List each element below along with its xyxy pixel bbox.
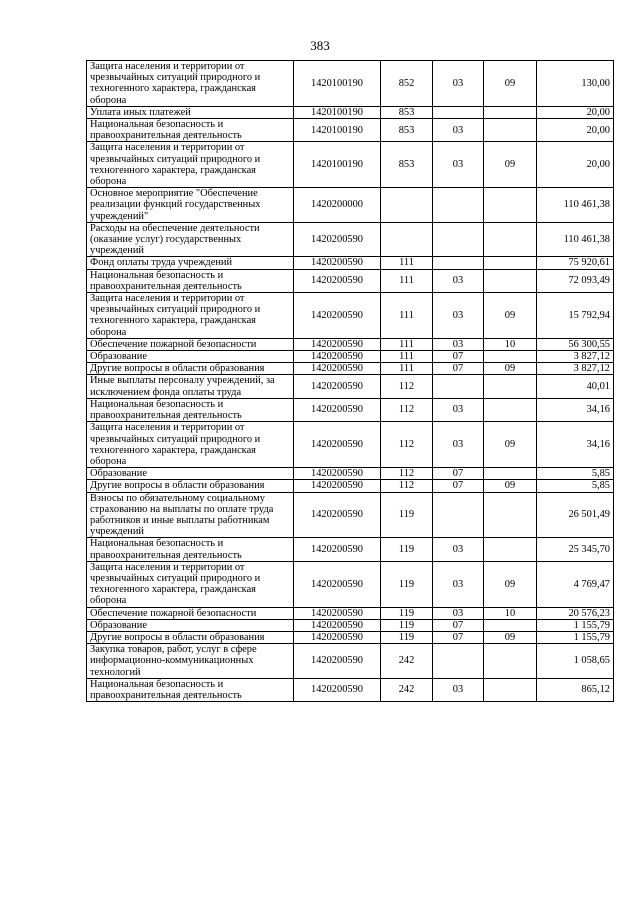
expense-type-cell: 112	[381, 480, 433, 492]
target-code-cell: 1420200590	[294, 678, 381, 701]
expense-name-cell: Основное мероприятие "Обеспечение реализации функций государственных учреждений"	[87, 188, 294, 223]
table-row	[87, 644, 614, 679]
table-row	[87, 142, 614, 188]
table-row	[87, 619, 614, 631]
expense-name-cell: Защита населения и территории от чрезвычайных ситуаций природного и техногенного характера, гражданская оборона	[87, 561, 294, 607]
expense-type-cell: 112	[381, 468, 433, 480]
section-cell: 07	[433, 363, 484, 375]
expense-name-cell: Национальная безопасность и правоохранительная деятельность	[87, 398, 294, 421]
section-cell	[433, 644, 484, 679]
section-cell: 07	[433, 631, 484, 643]
target-code-cell: 1420100190	[294, 106, 381, 118]
amount-cell: 3 827,12	[537, 351, 614, 363]
expense-name-cell: Закупка товаров, работ, услуг в сфере информационно-коммуникационных технологий	[87, 644, 294, 679]
target-code-cell: 1420200590	[294, 363, 381, 375]
section-cell: 03	[433, 422, 484, 468]
expense-name-cell: Защита населения и территории от чрезвычайных ситуаций природного и техногенного характера, гражданская оборона	[87, 422, 294, 468]
table-row	[87, 61, 614, 107]
section-cell	[433, 257, 484, 269]
amount-cell: 5,85	[537, 468, 614, 480]
expense-name-cell: Защита населения и территории от чрезвычайных ситуаций природного и техногенного характера, гражданская оборона	[87, 293, 294, 339]
subsection-cell	[484, 468, 537, 480]
amount-cell: 1 155,79	[537, 631, 614, 643]
subsection-cell	[484, 619, 537, 631]
table-row	[87, 363, 614, 375]
subsection-cell	[484, 188, 537, 223]
table-row	[87, 607, 614, 619]
expense-type-cell: 112	[381, 375, 433, 398]
section-cell	[433, 222, 484, 257]
section-cell: 03	[433, 538, 484, 561]
expense-name-cell: Взносы по обязательному социальному страхованию на выплаты по оплате труда работников и иные выплаты работникам учреждений	[87, 492, 294, 538]
expense-name-cell: Национальная безопасность и правоохранительная деятельность	[87, 269, 294, 292]
amount-cell: 75 920,61	[537, 257, 614, 269]
expense-name-cell: Другие вопросы в области образования	[87, 631, 294, 643]
amount-cell: 34,16	[537, 398, 614, 421]
target-code-cell: 1420200590	[294, 631, 381, 643]
target-code-cell: 1420200590	[294, 607, 381, 619]
target-code-cell: 1420200590	[294, 375, 381, 398]
section-cell: 07	[433, 619, 484, 631]
expense-type-cell: 111	[381, 257, 433, 269]
table-row	[87, 678, 614, 701]
subsection-cell: 09	[484, 142, 537, 188]
section-cell: 03	[433, 607, 484, 619]
expense-name-cell: Фонд оплаты труда учреждений	[87, 257, 294, 269]
subsection-cell	[484, 678, 537, 701]
section-cell: 03	[433, 142, 484, 188]
table-row	[87, 538, 614, 561]
expense-name-cell: Национальная безопасность и правоохранительная деятельность	[87, 678, 294, 701]
table-row	[87, 631, 614, 643]
target-code-cell: 1420200590	[294, 468, 381, 480]
expense-name-cell: Иные выплаты персоналу учреждений, за исключением фонда оплаты труда	[87, 375, 294, 398]
table-row	[87, 269, 614, 292]
expense-type-cell	[381, 222, 433, 257]
subsection-cell: 10	[484, 607, 537, 619]
table-row	[87, 338, 614, 350]
target-code-cell: 1420200590	[294, 293, 381, 339]
expense-name-cell: Национальная безопасность и правоохранительная деятельность	[87, 119, 294, 142]
subsection-cell	[484, 269, 537, 292]
amount-cell: 72 093,49	[537, 269, 614, 292]
subsection-cell	[484, 375, 537, 398]
section-cell: 03	[433, 269, 484, 292]
expense-type-cell: 111	[381, 351, 433, 363]
expense-name-cell: Образование	[87, 619, 294, 631]
expense-type-cell: 119	[381, 561, 433, 607]
subsection-cell	[484, 492, 537, 538]
expense-type-cell: 111	[381, 269, 433, 292]
amount-cell: 25 345,70	[537, 538, 614, 561]
budget-table-body	[87, 61, 614, 702]
expense-type-cell: 111	[381, 338, 433, 350]
amount-cell: 20 576,23	[537, 607, 614, 619]
table-row	[87, 119, 614, 142]
subsection-cell: 09	[484, 61, 537, 107]
expense-type-cell: 111	[381, 363, 433, 375]
expense-type-cell: 119	[381, 492, 433, 538]
target-code-cell: 1420200590	[294, 257, 381, 269]
target-code-cell: 1420200590	[294, 561, 381, 607]
subsection-cell	[484, 351, 537, 363]
expense-name-cell: Образование	[87, 351, 294, 363]
section-cell: 03	[433, 561, 484, 607]
target-code-cell: 1420200590	[294, 480, 381, 492]
table-row	[87, 398, 614, 421]
subsection-cell: 09	[484, 631, 537, 643]
section-cell	[433, 375, 484, 398]
subsection-cell	[484, 106, 537, 118]
expense-name-cell: Обеспечение пожарной безопасности	[87, 338, 294, 350]
amount-cell: 1 058,65	[537, 644, 614, 679]
subsection-cell: 09	[484, 480, 537, 492]
table-row	[87, 106, 614, 118]
amount-cell: 110 461,38	[537, 188, 614, 223]
target-code-cell: 1420200590	[294, 351, 381, 363]
table-row	[87, 422, 614, 468]
table-row	[87, 222, 614, 257]
expense-name-cell: Образование	[87, 468, 294, 480]
expense-type-cell: 242	[381, 678, 433, 701]
expense-type-cell: 112	[381, 422, 433, 468]
amount-cell: 4 769,47	[537, 561, 614, 607]
subsection-cell	[484, 119, 537, 142]
amount-cell: 3 827,12	[537, 363, 614, 375]
amount-cell: 20,00	[537, 119, 614, 142]
amount-cell: 110 461,38	[537, 222, 614, 257]
expense-type-cell: 119	[381, 538, 433, 561]
subsection-cell	[484, 398, 537, 421]
section-cell: 07	[433, 468, 484, 480]
target-code-cell: 1420200590	[294, 398, 381, 421]
section-cell: 07	[433, 351, 484, 363]
amount-cell: 56 300,55	[537, 338, 614, 350]
expense-type-cell: 119	[381, 631, 433, 643]
amount-cell: 1 155,79	[537, 619, 614, 631]
amount-cell: 15 792,94	[537, 293, 614, 339]
table-row	[87, 480, 614, 492]
target-code-cell: 1420100190	[294, 119, 381, 142]
expense-type-cell: 119	[381, 607, 433, 619]
amount-cell: 40,01	[537, 375, 614, 398]
amount-cell: 20,00	[537, 106, 614, 118]
expense-type-cell: 119	[381, 619, 433, 631]
target-code-cell: 1420200590	[294, 619, 381, 631]
amount-cell: 5,85	[537, 480, 614, 492]
budget-table	[86, 60, 614, 702]
target-code-cell: 1420200590	[294, 222, 381, 257]
subsection-cell	[484, 257, 537, 269]
expense-type-cell: 242	[381, 644, 433, 679]
expense-name-cell: Национальная безопасность и правоохранительная деятельность	[87, 538, 294, 561]
expense-type-cell: 853	[381, 106, 433, 118]
section-cell: 07	[433, 480, 484, 492]
expense-type-cell: 853	[381, 142, 433, 188]
subsection-cell	[484, 222, 537, 257]
section-cell: 03	[433, 61, 484, 107]
target-code-cell: 1420200590	[294, 538, 381, 561]
section-cell: 03	[433, 119, 484, 142]
amount-cell: 865,12	[537, 678, 614, 701]
page-number: 383	[310, 38, 330, 53]
subsection-cell: 09	[484, 561, 537, 607]
section-cell: 03	[433, 338, 484, 350]
section-cell: 03	[433, 293, 484, 339]
expense-name-cell: Обеспечение пожарной безопасности	[87, 607, 294, 619]
expense-name-cell: Другие вопросы в области образования	[87, 363, 294, 375]
expense-name-cell: Расходы на обеспечение деятельности (оказание услуг) государственных учреждений	[87, 222, 294, 257]
target-code-cell: 1420200590	[294, 492, 381, 538]
subsection-cell: 09	[484, 363, 537, 375]
table-row	[87, 492, 614, 538]
subsection-cell: 09	[484, 422, 537, 468]
target-code-cell: 1420200000	[294, 188, 381, 223]
subsection-cell: 09	[484, 293, 537, 339]
section-cell: 03	[433, 398, 484, 421]
section-cell	[433, 106, 484, 118]
table-row	[87, 375, 614, 398]
target-code-cell: 1420200590	[294, 644, 381, 679]
expense-type-cell: 111	[381, 293, 433, 339]
subsection-cell	[484, 644, 537, 679]
table-row	[87, 351, 614, 363]
table-row	[87, 468, 614, 480]
amount-cell: 34,16	[537, 422, 614, 468]
target-code-cell: 1420100190	[294, 142, 381, 188]
subsection-cell: 10	[484, 338, 537, 350]
expense-type-cell: 853	[381, 119, 433, 142]
table-row	[87, 293, 614, 339]
target-code-cell: 1420200590	[294, 338, 381, 350]
section-cell	[433, 188, 484, 223]
expense-name-cell: Защита населения и территории от чрезвычайных ситуаций природного и техногенного характера, гражданская оборона	[87, 142, 294, 188]
amount-cell: 26 501,49	[537, 492, 614, 538]
target-code-cell: 1420100190	[294, 61, 381, 107]
section-cell: 03	[433, 678, 484, 701]
subsection-cell	[484, 538, 537, 561]
table-row	[87, 188, 614, 223]
amount-cell: 130,00	[537, 61, 614, 107]
expense-type-cell: 112	[381, 398, 433, 421]
expense-type-cell	[381, 188, 433, 223]
target-code-cell: 1420200590	[294, 422, 381, 468]
target-code-cell: 1420200590	[294, 269, 381, 292]
amount-cell: 20,00	[537, 142, 614, 188]
table-row	[87, 561, 614, 607]
section-cell	[433, 492, 484, 538]
expense-name-cell: Уплата иных платежей	[87, 106, 294, 118]
expense-name-cell: Защита населения и территории от чрезвычайных ситуаций природного и техногенного характера, гражданская оборона	[87, 61, 294, 107]
table-row	[87, 257, 614, 269]
expense-name-cell: Другие вопросы в области образования	[87, 480, 294, 492]
expense-type-cell: 852	[381, 61, 433, 107]
